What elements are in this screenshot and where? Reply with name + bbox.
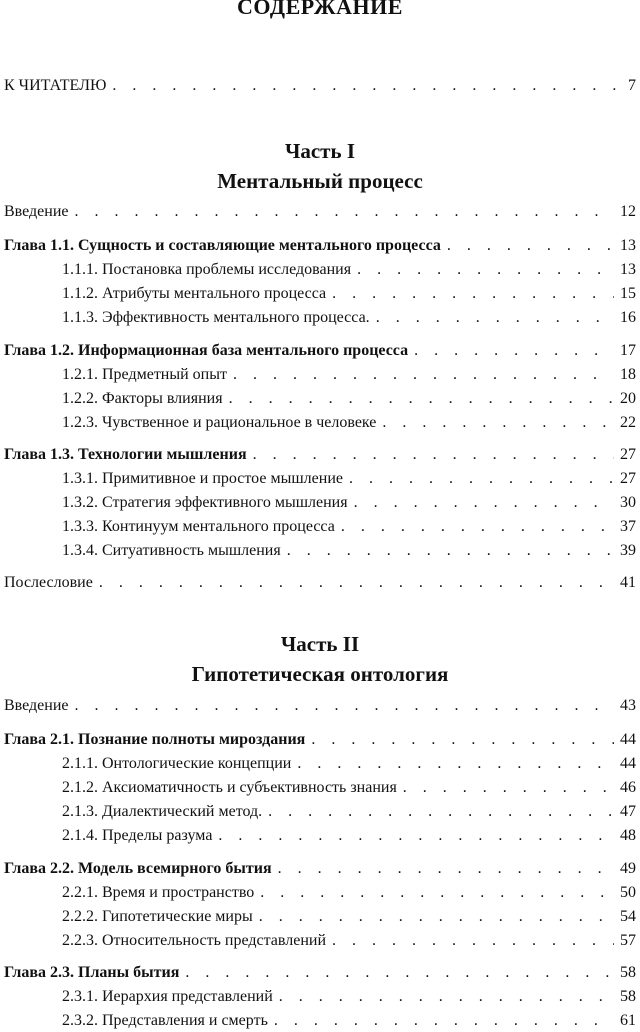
toc-section[interactable]	[62, 465, 636, 489]
toc-entry-text: Введение	[4, 697, 69, 714]
toc-page-number: 46	[620, 779, 636, 796]
dot-leader	[218, 826, 614, 846]
dot-leader	[112, 76, 622, 96]
dot-leader	[332, 931, 614, 951]
dot-leader	[311, 730, 614, 750]
toc-page-number: 41	[620, 574, 636, 591]
dot-leader	[357, 260, 614, 280]
toc-page-number: 49	[620, 860, 636, 877]
toc-entry-text: 2.3.1. Иерархия представлений	[62, 988, 273, 1005]
toc-section[interactable]	[62, 409, 636, 433]
dot-leader	[268, 802, 614, 822]
toc-page-number: 44	[620, 755, 636, 772]
toc-entry-text: Послесловие	[4, 574, 93, 591]
toc-section[interactable]	[62, 774, 636, 798]
dot-leader	[279, 987, 614, 1007]
toc-entry-afterword[interactable]	[4, 569, 636, 593]
toc-section[interactable]	[62, 304, 636, 328]
toc-entry-text: 1.2.3. Чувственное и рациональное в человеке	[62, 414, 377, 431]
toc-section[interactable]	[62, 361, 636, 385]
toc-page-number: 50	[620, 884, 636, 901]
toc-chapter-1-2[interactable]	[4, 337, 636, 361]
toc-page-number: 22	[620, 414, 636, 431]
toc-entry-text: 2.2.2. Гипотетические миры	[62, 908, 253, 925]
part-2-label: Часть II	[280, 632, 360, 656]
toc-entry-text: 1.3.2. Стратегия эффективного мышления	[62, 494, 348, 511]
toc-entry-text: Глава 1.1. Сущность и составляющие ментального процесса	[4, 237, 441, 254]
part-1-name: Ментальный процесс	[217, 169, 423, 193]
toc-section[interactable]	[62, 927, 636, 951]
dot-leader	[354, 493, 614, 513]
toc-entry-text: Введение	[4, 203, 69, 220]
dot-leader	[75, 696, 615, 716]
toc-entry-text: Глава 2.3. Планы бытия	[4, 964, 180, 981]
toc-entry-text: 1.3.3. Континуум ментального процесса	[62, 518, 335, 535]
dot-leader	[259, 907, 614, 927]
toc-section[interactable]	[62, 537, 636, 561]
dot-leader	[447, 236, 614, 256]
toc-entry-text: Глава 1.3. Технологии мышления	[4, 446, 247, 463]
dot-leader	[229, 389, 614, 409]
toc-entry-text: 2.2.1. Время и пространство	[62, 884, 255, 901]
toc-chapter-2-3[interactable]	[4, 959, 636, 983]
toc-page-number: 54	[620, 908, 636, 925]
toc-page-number: 20	[620, 390, 636, 407]
toc-entry-text: К ЧИТАТЕЛЮ	[4, 77, 107, 94]
toc-entry-reader[interactable]	[4, 72, 636, 96]
toc-section[interactable]	[62, 385, 636, 409]
toc-page-number: 44	[620, 731, 636, 748]
dot-leader	[403, 778, 614, 798]
dot-leader	[382, 413, 614, 433]
dot-leader	[287, 541, 614, 561]
part-2-name: Гипотетическая онтология	[191, 662, 449, 686]
dot-leader	[376, 308, 614, 328]
toc-entry-text: Глава 1.2. Информационная база ментального процесса	[4, 342, 409, 359]
toc-entry-text: 1.2.1. Предметный опыт	[62, 366, 227, 383]
dot-leader	[253, 445, 614, 465]
dot-leader	[341, 517, 614, 537]
dot-leader	[278, 859, 614, 879]
toc-entry-text: 2.1.4. Пределы разума	[62, 827, 213, 844]
toc-entry-text: 2.1.3. Диалектический метод.	[62, 803, 263, 820]
toc-page-number: 18	[620, 366, 636, 383]
dot-leader	[233, 365, 614, 385]
toc-entry-text: 1.1.3. Эффективность ментального процесса.	[62, 309, 370, 326]
toc-page-number: 37	[620, 518, 636, 535]
toc-entry-text: 2.2.3. Относительность представлений	[62, 932, 326, 949]
toc-chapter-1-3[interactable]	[4, 441, 636, 465]
toc-entry-text: Глава 2.1. Познание полноты мироздания	[4, 731, 306, 748]
toc-page-number: 13	[620, 237, 636, 254]
toc-page-number: 7	[628, 77, 636, 94]
toc-entry-text: 2.1.2. Аксиоматичность и субъективность знания	[62, 779, 397, 796]
toc-entry-text: 1.3.1. Примитивное и простое мышление	[62, 470, 343, 487]
dot-leader	[260, 883, 614, 903]
dot-leader	[75, 202, 615, 222]
toc-page-number: 47	[620, 803, 636, 820]
toc-page-number: 39	[620, 542, 636, 559]
toc-section[interactable]	[62, 798, 636, 822]
toc-entry-intro[interactable]	[4, 198, 636, 222]
toc-page-number: 27	[620, 470, 636, 487]
dot-leader	[414, 341, 614, 361]
toc-section[interactable]	[62, 489, 636, 513]
toc-section[interactable]	[62, 256, 636, 280]
toc-section[interactable]	[62, 1007, 636, 1031]
toc-page-number: 17	[620, 342, 636, 359]
toc-section[interactable]	[62, 822, 636, 846]
toc-entry-text: 1.2.2. Факторы влияния	[62, 390, 223, 407]
dot-leader	[274, 1011, 614, 1031]
toc-entry-text: 1.1.1. Постановка проблемы исследования	[62, 261, 352, 278]
dot-leader	[297, 754, 614, 774]
toc-page-number: 58	[620, 964, 636, 981]
toc-page-number: 15	[620, 285, 636, 302]
toc-page-number: 58	[620, 988, 636, 1005]
toc-page-number: 48	[620, 827, 636, 844]
toc-chapter-2-2[interactable]	[4, 855, 636, 879]
toc-page-number: 61	[620, 1012, 636, 1029]
toc-page-number: 43	[620, 697, 636, 714]
toc-chapter-1-1[interactable]	[4, 232, 636, 256]
toc-page-number: 12	[620, 203, 636, 220]
toc-section[interactable]	[62, 750, 636, 774]
toc-entry-intro[interactable]	[4, 692, 636, 716]
dot-leader	[332, 284, 614, 304]
toc-page-number: 27	[620, 446, 636, 463]
toc-page-number: 30	[620, 494, 636, 511]
toc-chapter-2-1[interactable]	[4, 726, 636, 750]
toc-section[interactable]	[62, 879, 636, 903]
toc-page-number: 16	[620, 309, 636, 326]
toc-entry-text: 2.3.2. Представления и смерть	[62, 1012, 268, 1029]
toc-section[interactable]	[62, 513, 636, 537]
toc-entry-text: 2.1.1. Онтологические концепции	[62, 755, 292, 772]
toc-page-number: 13	[620, 261, 636, 278]
toc-entry-text: 1.1.2. Атрибуты ментального процесса	[62, 285, 327, 302]
toc-section[interactable]	[62, 983, 636, 1007]
toc-page-number: 57	[620, 932, 636, 949]
part-1-label: Часть I	[284, 139, 356, 163]
toc-entry-text: 1.3.4. Ситуативность мышления	[62, 542, 281, 559]
toc-section[interactable]	[62, 280, 636, 304]
dot-leader	[185, 963, 614, 983]
dot-leader	[349, 469, 614, 489]
toc-section[interactable]	[62, 903, 636, 927]
toc-entry-text: Глава 2.2. Модель всемирного бытия	[4, 860, 272, 877]
dot-leader	[99, 573, 614, 593]
page-title: СОДЕРЖАНИЕ	[237, 0, 403, 19]
